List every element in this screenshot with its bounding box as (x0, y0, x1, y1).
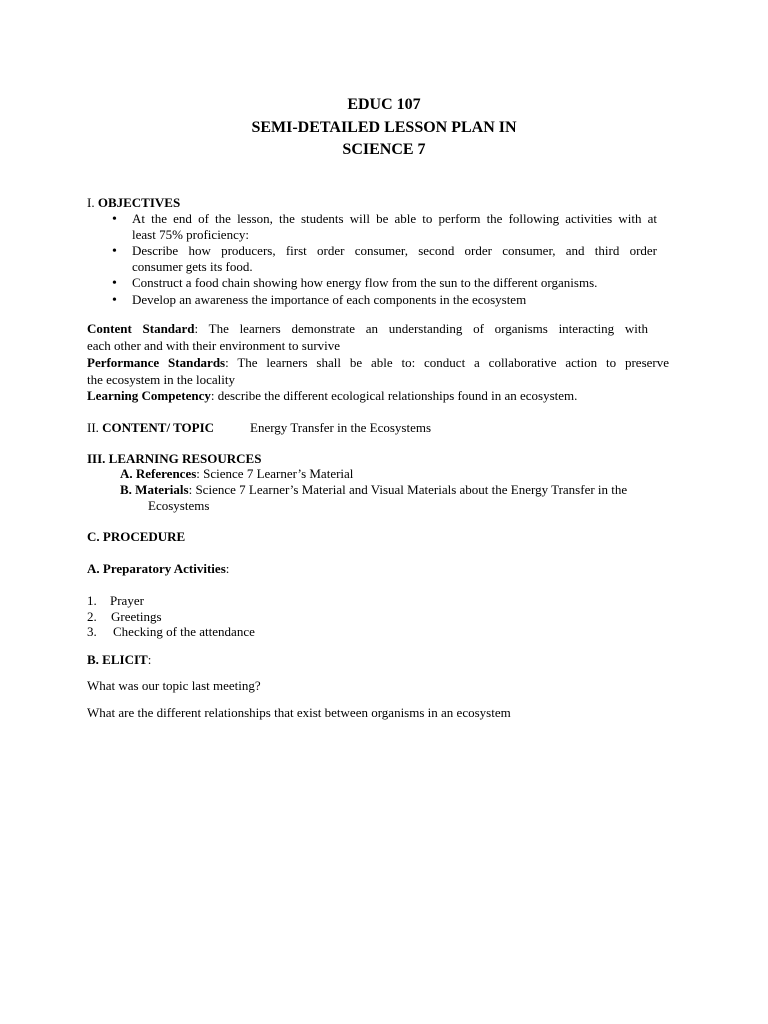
objective-item-1-line1: At the end of the lesson, the students will be able to perform the following activities with at (132, 211, 657, 226)
elicit-question-1: What was our topic last meeting? (87, 678, 261, 693)
content-topic-heading (87, 420, 214, 436)
content-standard-line2: each other and with their environment to survive (87, 338, 341, 353)
bullet-icon (112, 292, 120, 300)
step-3-number: 3. (87, 624, 97, 639)
elicit-heading: B. ELICIT: (87, 652, 152, 667)
materials-label: B. Materials (120, 482, 189, 497)
lesson-plan-title: SEMI-DETAILED LESSON PLAN IN (251, 119, 517, 136)
performance-standards-line2: the ecosystem in the locality (87, 372, 236, 387)
step-2-text: Greetings (111, 609, 162, 624)
step-3-text: Checking of the attendance (113, 624, 255, 639)
objectives-heading (87, 195, 180, 211)
course-code: EDUC 107 (347, 96, 421, 113)
objective-item-2-line2: consumer gets its food. (132, 259, 253, 274)
preparatory-label: A. Preparatory Activities (87, 561, 226, 576)
content-standard-line1: Content Standard: The learners demonstrate an understanding of organisms interacting with (87, 321, 649, 336)
objectives-title: OBJECTIVES (97, 195, 181, 210)
learning-competency: Learning Competency: describe the different ecological relationships found in an ecosystem. (87, 388, 578, 403)
step-1-text: Prayer (110, 593, 144, 608)
objectives-numeral: I. (87, 195, 95, 210)
content-standard-label: Content Standard (87, 321, 195, 336)
references-label: A. References (120, 466, 197, 481)
materials-line1: B. Materials: Science 7 Learner’s Material and Visual Materials about the Energy Transfer in the (120, 482, 628, 497)
content-topic-title: CONTENT/ TOPIC (102, 420, 215, 435)
objective-item-4: Develop an awareness the importance of each components in the ecosystem (132, 292, 527, 307)
step-2-number: 2. (87, 609, 97, 624)
learning-competency-label: Learning Competency (87, 388, 211, 403)
objective-item-2-line1: Describe how producers, first order consumer, second order consumer, and third order (132, 243, 657, 258)
materials-line2: Ecosystems (148, 498, 210, 513)
performance-standards-line1: Performance Standards: The learners shall be able to: conduct a collaborative action to preserve (87, 355, 670, 370)
bullet-icon (112, 243, 120, 251)
content-topic-numeral: II. (87, 420, 99, 435)
preparatory-activities: A. Preparatory Activities: (87, 561, 230, 576)
elicit-label: B. ELICIT (87, 652, 148, 667)
references-line: A. References: Science 7 Learner’s Material (120, 466, 354, 481)
content-topic-value: Energy Transfer in the Ecosystems (250, 420, 432, 435)
performance-standards-label: Performance Standards (87, 355, 226, 370)
subject-title: SCIENCE 7 (342, 141, 426, 158)
objective-item-1-line2: least 75% proficiency: (132, 227, 249, 242)
learning-resources-heading: III. LEARNING RESOURCES (87, 451, 262, 466)
objective-item-3: Construct a food chain showing how energy flow from the sun to the different organisms. (132, 275, 598, 290)
step-1-number: 1. (87, 593, 97, 608)
procedure-heading: C. PROCEDURE (87, 529, 186, 544)
elicit-question-2: What are the different relationships that exist between organisms in an ecosystem (87, 705, 511, 720)
bullet-icon (112, 211, 120, 219)
bullet-icon (112, 275, 120, 283)
